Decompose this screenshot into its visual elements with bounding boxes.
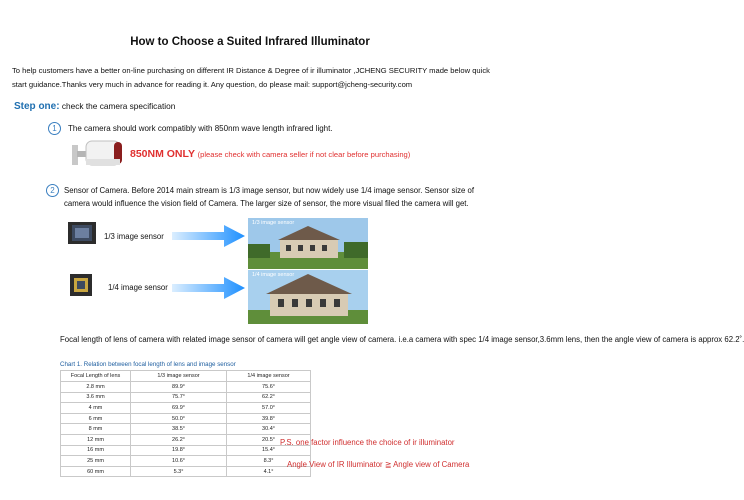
focal-length-table: [60, 370, 311, 477]
table-cell: 4.1°: [227, 466, 311, 477]
item-number-circle: 2: [46, 184, 59, 197]
table-cell: 10.6°: [131, 456, 227, 467]
bullet-camera-image: [70, 135, 126, 177]
sensor-chip-1-3-image: [68, 222, 96, 244]
table-row: [61, 456, 311, 467]
table-cell: 6 mm: [61, 413, 131, 424]
table-cell: 5.3°: [131, 466, 227, 477]
table-row: [61, 445, 311, 456]
intro-paragraph: To help customers have a better on-line purchasing on different IR Distance & Degree of ir illuminator ,JCHENG SECURITY made below quick start guidance.Thanks very much in advance for reading it. Any question, do please mail: support@jcheng-security.com: [12, 66, 490, 89]
table-row: [61, 382, 311, 393]
sensor-chip-1-4-image: [70, 274, 92, 296]
table-cell: 57.0°: [227, 403, 311, 414]
photo-label-1-3: 1/3 image sensor: [252, 220, 295, 226]
table-header-cell: 1/4 image sensor: [227, 371, 311, 382]
arrow-right-icon: [172, 224, 246, 248]
table-cell: 16 mm: [61, 445, 131, 456]
table-header-cell: Focal Length of lens: [61, 371, 131, 382]
angle-comparison: [287, 460, 469, 469]
table-row: [61, 392, 311, 403]
item1-text: The camera should work compatibly with 850nm wave length infrared light.: [68, 124, 333, 133]
chart-caption: Chart 1. Relation between focal length of lens and image sensor: [60, 361, 236, 368]
page-title: How to Choose a Suited Infrared Illuminator: [130, 36, 370, 48]
table-cell: 8.3°: [227, 456, 311, 467]
table-cell: 60 mm: [61, 466, 131, 477]
angle-camera-label: Angle view of Camera: [393, 460, 470, 469]
sensor-1-4-label: 1/4 image sensor: [108, 283, 168, 292]
sensor-1-3-label: 1/3 image sensor: [104, 232, 164, 241]
table-cell: 2.8 mm: [61, 382, 131, 393]
table-cell: 75.7°: [131, 392, 227, 403]
table-cell: 15.4°: [227, 445, 311, 456]
focal-length-paragraph: Focal length of lens of camera with related image sensor of camera will get angle view of camera. i.e.a camera with spec 1/4 image sensor,3.6mm lens, then the angle view of camera is approx 62.2˚.: [60, 335, 744, 344]
table-cell: 19.8°: [131, 445, 227, 456]
table-row: [61, 424, 311, 435]
step-one-label: Step one:: [14, 101, 60, 112]
greater-equal-symbol: ≧: [384, 460, 392, 469]
table-cell: 26.2°: [131, 434, 227, 445]
item-number-circle: 1: [48, 122, 61, 135]
table-row: [61, 434, 311, 445]
step-one-text: check the camera specification: [61, 101, 176, 111]
table-row: [61, 413, 311, 424]
photo-label-1-4: 1/4 image sensor: [252, 272, 295, 278]
table-cell: 38.5°: [131, 424, 227, 435]
angle-ir-label: Angle View of IR Illuminator: [287, 460, 383, 469]
table-cell: 8 mm: [61, 424, 131, 435]
table-cell: 89.9°: [131, 382, 227, 393]
table-header-cell: 1/3 image sensor: [131, 371, 227, 382]
ps-note: P.S. one factor influence the choice of ir illuminator: [280, 438, 455, 447]
table-cell: 50.0°: [131, 413, 227, 424]
850nm-only-label: 850NM ONLY: [130, 148, 195, 160]
table-cell: 39.8°: [227, 413, 311, 424]
table-cell: 62.2°: [227, 392, 311, 403]
table-cell: 25 mm: [61, 456, 131, 467]
table-cell: 3.6 mm: [61, 392, 131, 403]
table-cell: 69.9°: [131, 403, 227, 414]
house-photo-1-4: [248, 270, 368, 324]
arrow-right-icon: [172, 276, 246, 300]
table-cell: 30.4°: [227, 424, 311, 435]
table-cell: 12 mm: [61, 434, 131, 445]
850nm-note: (please check with camera seller if not clear before purchasing): [197, 150, 411, 159]
table-cell: 20.5°: [227, 434, 311, 445]
table-row: [61, 403, 311, 414]
item2-text: Sensor of Camera. Before 2014 main stream is 1/3 image sensor, but now widely use 1/4 image sensor. Sensor size of camera would influence the vision field of Camera. The larger size of sensor, the more visual filed the camera will get.: [64, 186, 474, 208]
step-one-heading: [14, 101, 175, 112]
table-row: [61, 466, 311, 477]
850nm-notice: [130, 148, 410, 160]
table-cell: 75.6°: [227, 382, 311, 393]
table-header-row: [61, 371, 311, 382]
table-cell: 4 mm: [61, 403, 131, 414]
